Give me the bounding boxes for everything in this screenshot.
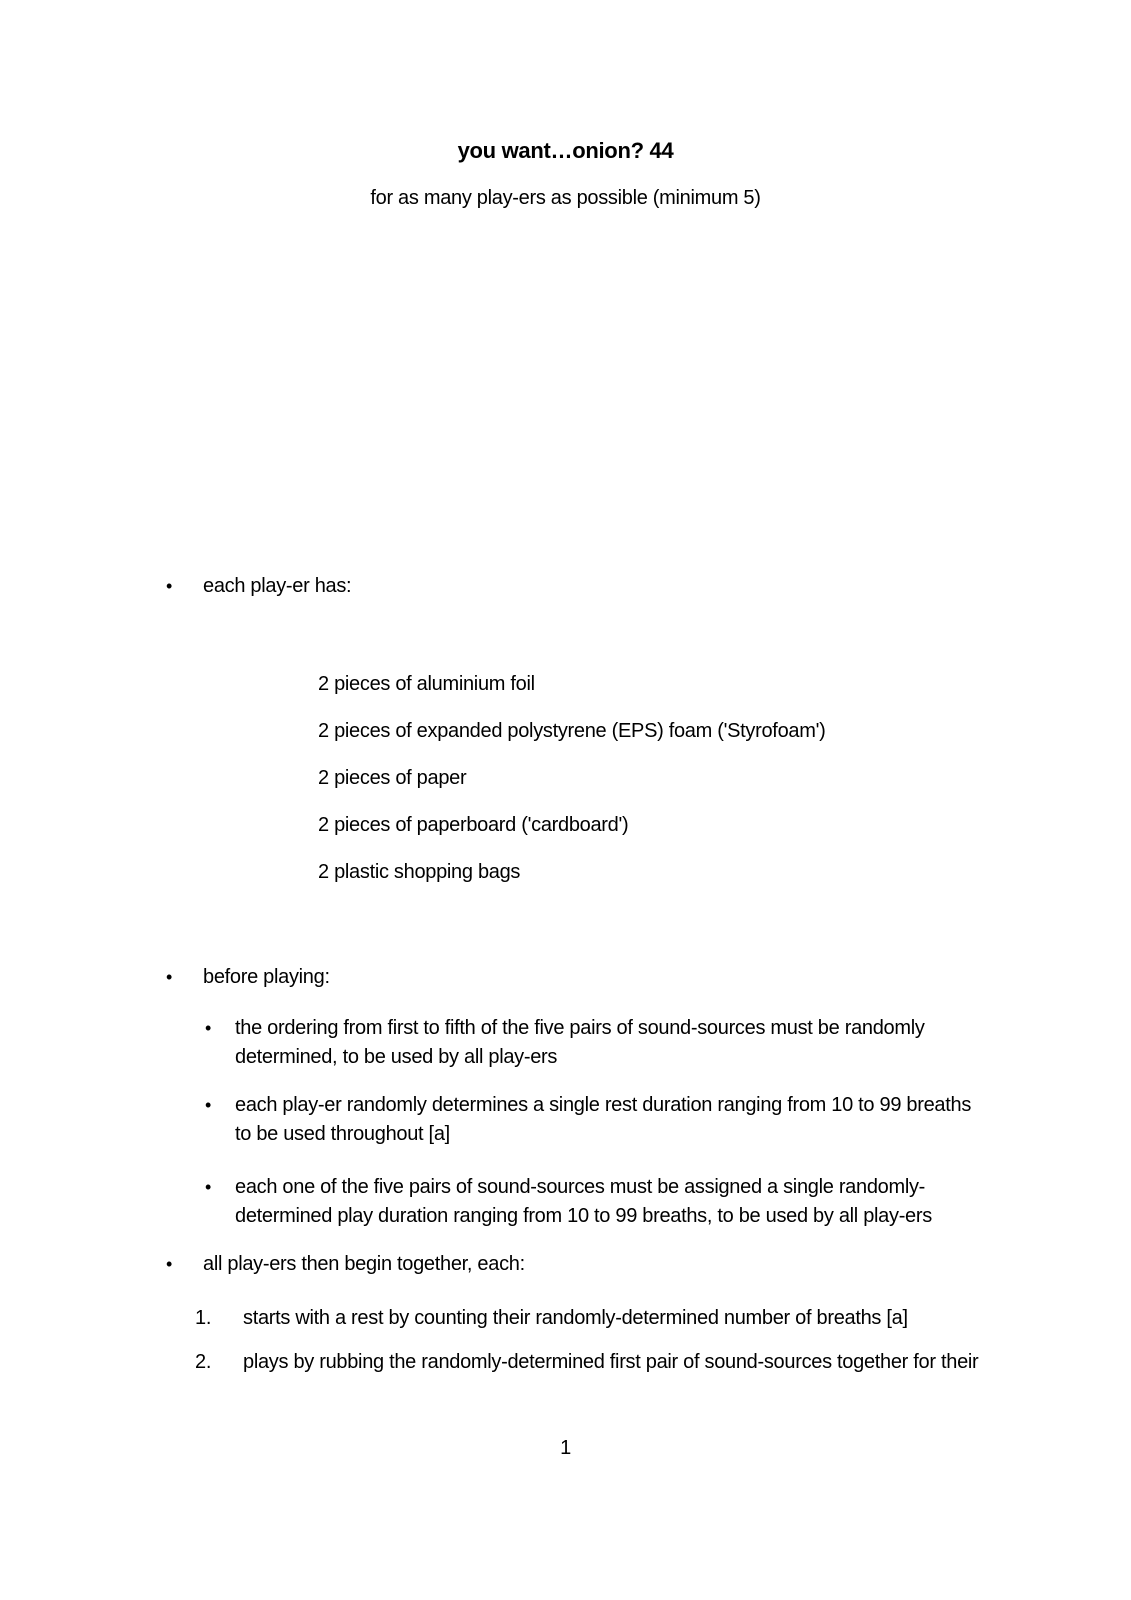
bullet-all-players-begin-text: all play-ers then begin together, each: [203, 1253, 525, 1275]
bullet-icon: • [205, 1018, 212, 1038]
sub-bullet-rest-duration [0, 1091, 1131, 1149]
page-subtitle: for as many play-ers as possible (minimum 5) [370, 187, 761, 209]
equipment-list [318, 670, 1131, 905]
sub-bullet-play-duration-line1: each one of the five pairs of sound-sources must be assigned a single randomly- [235, 1176, 926, 1198]
bullet-all-players-begin [0, 1250, 1131, 1279]
bullet-before-playing-text: before playing: [203, 966, 330, 988]
bullet-icon: • [166, 967, 173, 987]
numbered-item-1-label: 1. [195, 1307, 212, 1329]
page-number: 1 [560, 1437, 571, 1459]
equipment-item: 2 pieces of expanded polystyrene (EPS) foam ('Styrofoam') [318, 720, 826, 742]
sub-bullet-play-duration-line2: determined play duration ranging from 10 to 99 breaths, to be used by all play-ers [235, 1205, 932, 1227]
bullet-icon: • [166, 576, 173, 596]
bullet-each-player-has-text: each play-er has: [203, 575, 352, 597]
numbered-item-2 [0, 1348, 1131, 1377]
sub-bullet-ordering-line2: determined, to be used by all play-ers [235, 1046, 558, 1068]
bullet-icon: • [205, 1177, 212, 1197]
sub-bullet-rest-duration-line2: to be used throughout [a] [235, 1123, 450, 1145]
sub-bullet-ordering [0, 1014, 1131, 1072]
numbered-item-2-text: plays by rubbing the randomly-determined first pair of sound-sources together for their [243, 1351, 979, 1373]
equipment-item: 2 pieces of paper [318, 767, 467, 789]
numbered-item-2-label: 2. [195, 1351, 212, 1373]
sub-bullet-ordering-line1: the ordering from first to fifth of the five pairs of sound-sources must be randomly [235, 1017, 925, 1039]
bullet-icon: • [205, 1095, 212, 1115]
bullet-before-playing [0, 963, 1131, 992]
page-title: you want…onion? 44 [457, 138, 674, 163]
numbered-item-1 [0, 1304, 1131, 1333]
sub-bullet-play-duration [0, 1173, 1131, 1231]
equipment-item: 2 plastic shopping bags [318, 861, 521, 883]
bullet-each-player-has [0, 572, 1131, 601]
numbered-item-1-text: starts with a rest by counting their randomly-determined number of breaths [a] [243, 1307, 908, 1329]
sub-bullet-rest-duration-line1: each play-er randomly determines a single rest duration ranging from 10 to 99 breaths [235, 1094, 972, 1116]
equipment-item: 2 pieces of paperboard ('cardboard') [318, 814, 629, 836]
bullet-icon: • [166, 1254, 173, 1274]
equipment-item: 2 pieces of aluminium foil [318, 673, 535, 695]
